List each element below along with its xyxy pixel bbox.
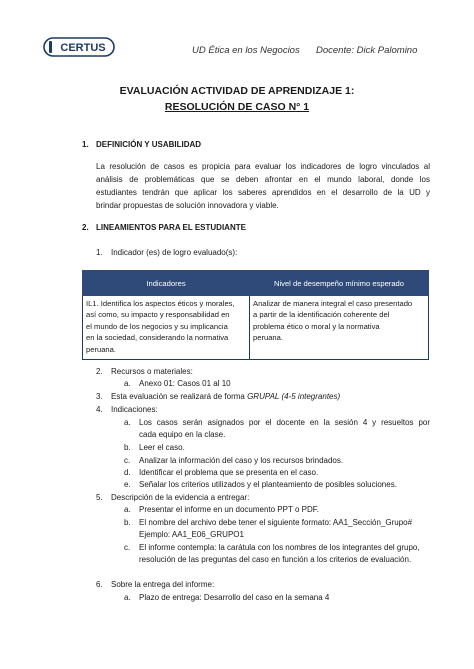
section-1-line-3: estudiantes tendrán que aplicar los saberes aprendidos en el desarrollo de la UD y	[96, 188, 430, 197]
list-item: El nombre del archivo debe tener el siguiente formato: AA1_Sección_Grupo#	[139, 518, 413, 527]
list-item: Señalar los criterios utilizados y el planteamiento de posibles soluciones.	[139, 480, 397, 489]
section-1-line-4: brindar propuestas de solución innovadora y viable.	[96, 201, 279, 210]
list-item: Identificar el problema que se presenta en el caso.	[139, 468, 319, 477]
section-1-heading: DEFINICIÓN Y USABILIDAD	[96, 140, 202, 149]
table-cell-performance	[250, 296, 429, 360]
list-item: Indicaciones:	[111, 405, 158, 414]
list-item-number: 4.	[96, 405, 103, 414]
section-1-number: 1.	[82, 140, 89, 149]
cell-line: en la sociedad, considerando la normativa	[86, 333, 229, 343]
list-item-number: 3.	[96, 392, 103, 401]
list-item-continued: resolución de las preguntas del caso en función a los criterios de evaluación.	[139, 555, 412, 564]
list-item-number: b.	[124, 443, 131, 452]
list-item-number: e.	[124, 480, 131, 489]
teacher-name: Docente: Dick Palomino	[316, 45, 418, 56]
table-header-indicadores: Indicadores	[83, 271, 250, 296]
table-header-nivel: Nivel de desempeño mínimo esperado	[250, 271, 429, 296]
list-item: Plazo de entrega: Desarrollo del caso en la semana 4	[139, 593, 330, 602]
group-size: GRUPAL (4-5 integrantes)	[247, 392, 341, 401]
list-item-continued: Ejemplo: AA1_E06_GRUPO1	[139, 530, 244, 539]
list-item-number: a.	[124, 593, 131, 602]
list-item: El informe contempla: la carátula con los nombres de los integrantes del grupo,	[139, 543, 420, 552]
list-item: Presentar el informe en un documento PPT o PDF.	[139, 505, 319, 514]
cell-line: Analizar de manera integral el caso presentado	[253, 299, 413, 308]
cell-line: peruana.	[253, 333, 283, 343]
list-item-number: a.	[124, 505, 131, 514]
list-item: Sobre la entrega del informe:	[111, 580, 215, 589]
list-item: Los casos serán asignados por el docente en la sesión 4 y resueltos por	[139, 418, 430, 427]
list-item-number: a.	[124, 418, 131, 427]
indicators-table	[82, 270, 429, 360]
list-item-continued: cada equipo en la clase.	[139, 430, 226, 439]
list-item: Descripción de la evidencia a entregar:	[111, 493, 250, 502]
course-name: UD Ética en los Negocios	[192, 45, 300, 56]
document-title: EVALUACIÓN ACTIVIDAD DE APRENDIZAJE 1:	[119, 85, 355, 97]
list-item: Recursos o materiales:	[111, 367, 193, 376]
cell-line: a partir de la identificación coherente del	[253, 310, 390, 320]
list-item: Analizar la información del caso y los recursos brindados.	[139, 456, 344, 465]
cell-line: problema ético o moral y la normativa	[253, 321, 380, 331]
document-subtitle: RESOLUCIÓN DE CASO N° 1	[164, 101, 310, 113]
list-item: Esta evaluación se realizará de forma GRUPAL (4-5 integrantes)	[111, 392, 341, 401]
section-1-line-2: análisis de problemáticas que se deben afrontar en el mundo laboral, donde los	[96, 175, 430, 184]
list-item-number: 5.	[96, 493, 103, 502]
list-item: Leer el caso.	[139, 443, 185, 452]
table-cell-indicator	[83, 296, 250, 360]
section-1-line-1: La resolución de casos es propicia para evaluar los indicadores de logro vinculados al	[96, 162, 430, 171]
list-item-number: b.	[124, 518, 131, 527]
cell-line: el mundo de los negocios y su implicancia	[86, 321, 228, 331]
list-item-number: 2.	[96, 367, 103, 376]
list-item-number: a.	[124, 379, 131, 388]
section-2-heading: LINEAMIENTOS PARA EL ESTUDIANTE	[96, 223, 246, 232]
list-item: Anexo 01: Casos 01 al 10	[139, 379, 231, 388]
table-row	[83, 296, 429, 360]
list-item-number: 6.	[96, 580, 103, 589]
list-item-number: c.	[124, 543, 131, 552]
section-2-number: 2.	[82, 223, 89, 232]
logo-text: CERTUS	[60, 42, 106, 55]
cell-line: IL1. Identifica los aspectos éticos y morales,	[86, 299, 235, 308]
certus-logo	[43, 37, 115, 57]
table-header-row	[83, 271, 429, 296]
item-1-number: 1.	[96, 248, 103, 257]
item-1-text: Indicador (es) de logro evaluado(s):	[111, 248, 238, 257]
list-item-number: d.	[124, 468, 131, 477]
cell-line: así como, su impacto y responsabilidad en	[86, 310, 230, 320]
cell-line: peruana.	[86, 344, 116, 354]
list-item-number: c.	[124, 456, 131, 465]
